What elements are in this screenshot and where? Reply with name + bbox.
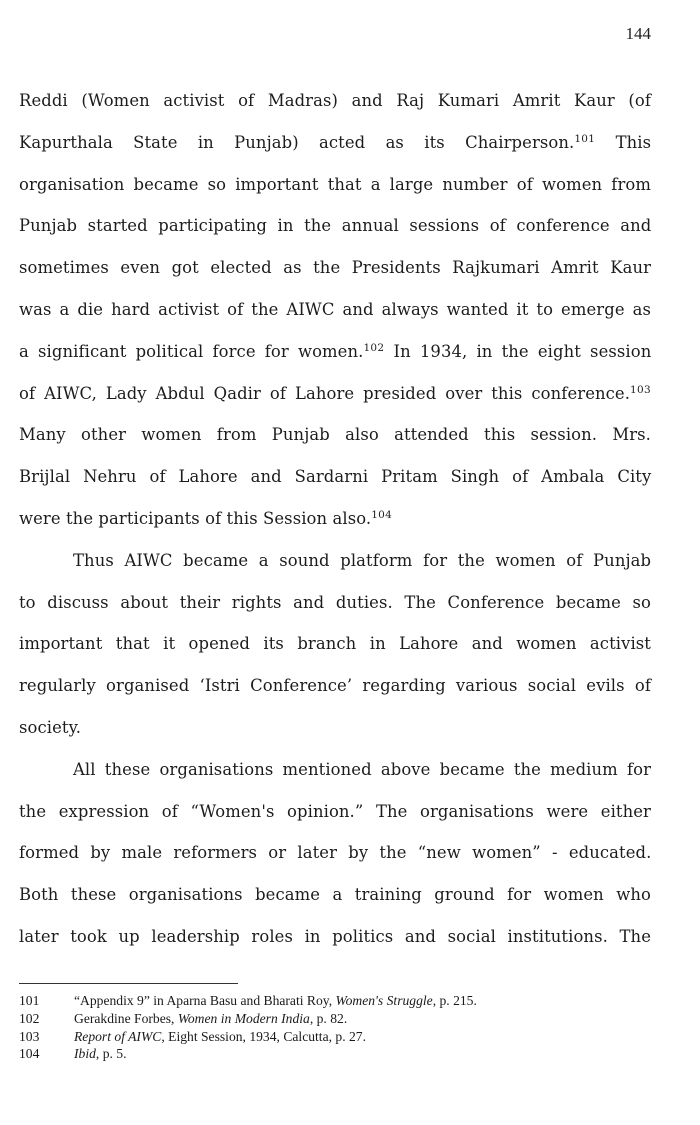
footnote-number: 103	[19, 1028, 40, 1044]
text-line: regularly organised ‘Istri Conference’ regarding various social evils of	[19, 676, 651, 696]
text-line: formed by male reformers or later by the “new women” - educated.	[19, 843, 652, 863]
text-line: was a die hard activist of the AIWC and always wanted it to emerge as	[19, 299, 651, 319]
footnote-text: Ibid, p. 5.	[74, 1046, 127, 1062]
footnote-ref[interactable]: 102	[363, 341, 385, 354]
text-line: Both these organisations became a training ground for women who	[19, 885, 651, 905]
footnote-text: “Appendix 9” in Aparna Basu and Bharati Roy, Women's Struggle, p. 215.	[74, 993, 477, 1008]
text-line: society.	[19, 717, 82, 737]
text-line: Brijlal Nehru of Lahore and Sardarni Pritam Singh of Ambala City	[19, 467, 652, 487]
footnote-101	[19, 992, 659, 1010]
text-line: organisation became so important that a large number of women from	[19, 174, 651, 194]
footnote-ref[interactable]: 103	[630, 383, 651, 396]
paragraph-start: All these organisations mentioned above became the medium for	[73, 759, 652, 779]
footnote-103	[19, 1028, 659, 1046]
footnotes	[19, 992, 659, 1063]
footnote-number: 101	[19, 993, 40, 1008]
footnote-number: 104	[19, 1046, 40, 1062]
text-line: later took up leadership roles in politics and social institutions. The	[19, 926, 651, 946]
footnote-ref[interactable]: 104	[371, 508, 393, 521]
footnote-text: Report of AIWC, Eight Session, 1934, Calcutta, p. 27.	[74, 1028, 366, 1044]
page-number: 144	[625, 24, 651, 43]
footnote-104	[19, 1045, 659, 1063]
text-line: Many other women from Punjab also attended this session. Mrs.	[19, 425, 651, 445]
footnote-number: 102	[19, 1010, 40, 1026]
text-line: a significant political force for women.$^{102}$ In 1934, in the eight session	[19, 341, 652, 361]
text-line: Punjab started participating in the annual sessions of conference and	[19, 216, 652, 236]
text-line: were the participants of this Session also.$^{104}$	[19, 508, 393, 528]
footnote-ref[interactable]: 101	[574, 132, 596, 145]
text-line: Reddi (Women activist of Madras) and Raj Kumari Amrit Kaur (of	[19, 91, 652, 110]
footnote-separator	[19, 983, 238, 984]
body-text	[19, 80, 651, 958]
footnote-text: Gerakdine Forbes, Women in Modern India, p. 82.	[74, 1010, 348, 1026]
text-line: important that it opened its branch in Lahore and women activist	[19, 634, 651, 654]
text-line: Kapurthala State in Punjab) acted as its Chairperson.$^{101}$ This	[19, 132, 652, 152]
footnote-102	[19, 1010, 659, 1028]
text-line: to discuss about their rights and duties. The Conference became so	[19, 592, 651, 612]
paragraph-start: Thus AIWC became a sound platform for the women of Punjab	[73, 550, 652, 570]
text-line: sometimes even got elected as the Presidents Rajkumari Amrit Kaur	[19, 258, 652, 278]
text-line: of AIWC, Lady Abdul Qadir of Lahore presided over this conference.$^{103}$	[19, 383, 651, 403]
text-line: the expression of “Women's opinion.” The organisations were either	[19, 801, 651, 821]
